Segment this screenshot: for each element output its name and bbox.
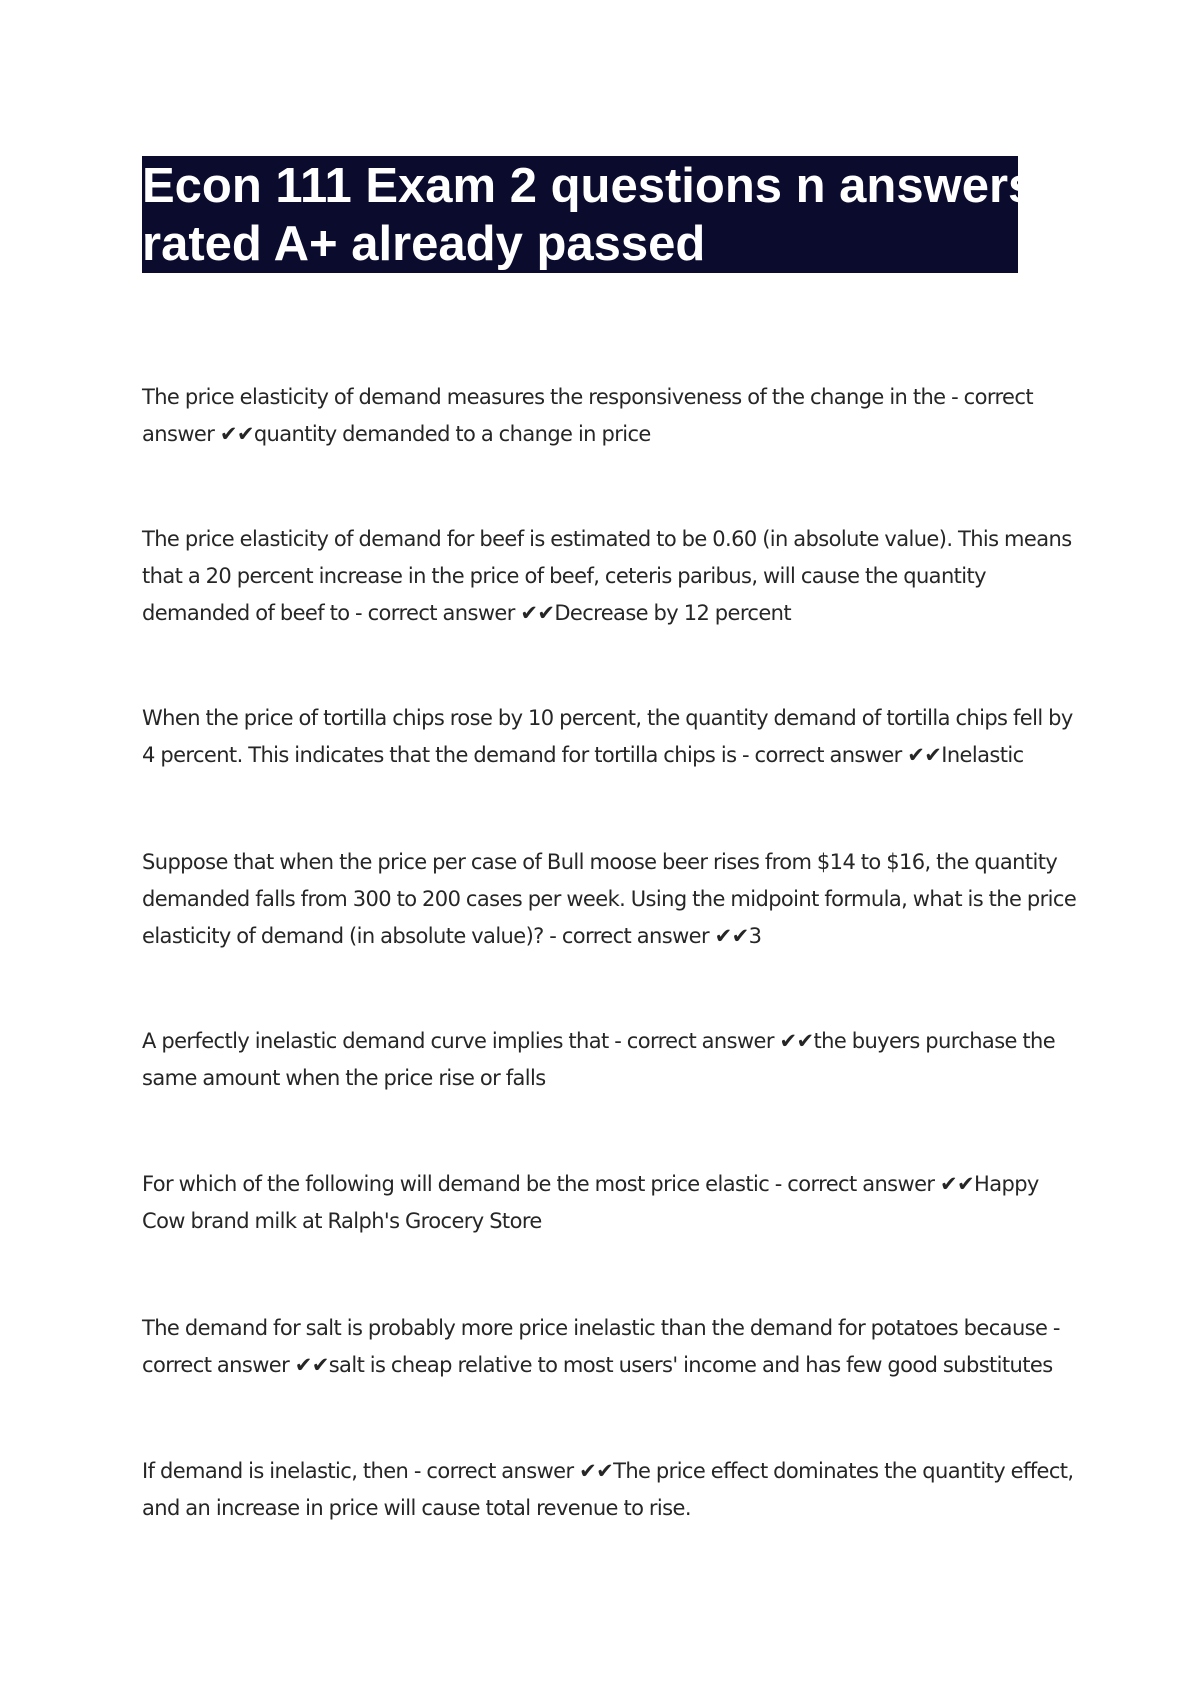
qa-line: same amount when the price rise or falls bbox=[142, 1066, 546, 1090]
qa-line: and an increase in price will cause total revenue to rise. bbox=[142, 1496, 691, 1520]
qa-line: Suppose that when the price per case of Bull moose beer rises from $14 to $16, the quantity bbox=[142, 850, 1058, 874]
qa-line: If demand is inelastic, then - correct answer ✔✔The price effect dominates the quantity effect, bbox=[142, 1459, 1074, 1483]
qa-item-7 bbox=[142, 1310, 1062, 1384]
document-title-line-1: Econ 111 Exam 2 questions n answers bbox=[142, 159, 1036, 213]
qa-line: demanded falls from 300 to 200 cases per week. Using the midpoint formula, what is the price bbox=[142, 887, 1077, 911]
qa-line: The demand for salt is probably more price inelastic than the demand for potatoes because - bbox=[142, 1316, 1060, 1340]
qa-line: The price elasticity of demand measures the responsiveness of the change in the - correct bbox=[142, 385, 1033, 409]
qa-line: correct answer ✔✔salt is cheap relative to most users' income and has few good substitutes bbox=[142, 1353, 1053, 1377]
qa-line: 4 percent. This indicates that the demand for tortilla chips is - correct answer ✔✔Inelastic bbox=[142, 743, 1024, 767]
qa-line: demanded of beef to - correct answer ✔✔Decrease by 12 percent bbox=[142, 601, 792, 625]
qa-item-2 bbox=[142, 521, 1072, 632]
document-title bbox=[142, 156, 1036, 273]
qa-item-6 bbox=[142, 1166, 1062, 1240]
qa-line: answer ✔✔quantity demanded to a change in price bbox=[142, 422, 651, 446]
qa-line: elasticity of demand (in absolute value)? - correct answer ✔✔3 bbox=[142, 924, 762, 948]
document-title-line-2: rated A+ already passed bbox=[142, 217, 706, 271]
qa-item-5 bbox=[142, 1023, 1062, 1097]
qa-item-1 bbox=[142, 379, 1062, 453]
qa-line: A perfectly inelastic demand curve implies that - correct answer ✔✔the buyers purchase the bbox=[142, 1029, 1056, 1053]
qa-item-4 bbox=[142, 844, 1077, 955]
qa-line: When the price of tortilla chips rose by 10 percent, the quantity demand of tortilla chips fell by bbox=[142, 706, 1073, 730]
qa-line: that a 20 percent increase in the price of beef, ceteris paribus, will cause the quantity bbox=[142, 564, 986, 588]
qa-item-3 bbox=[142, 700, 1073, 774]
qa-line: The price elasticity of demand for beef is estimated to be 0.60 (in absolute value). This means bbox=[142, 527, 1072, 551]
qa-line: Cow brand milk at Ralph's Grocery Store bbox=[142, 1209, 542, 1233]
qa-line: For which of the following will demand be the most price elastic - correct answer ✔✔Happy bbox=[142, 1172, 1039, 1196]
qa-item-8 bbox=[142, 1453, 1074, 1527]
